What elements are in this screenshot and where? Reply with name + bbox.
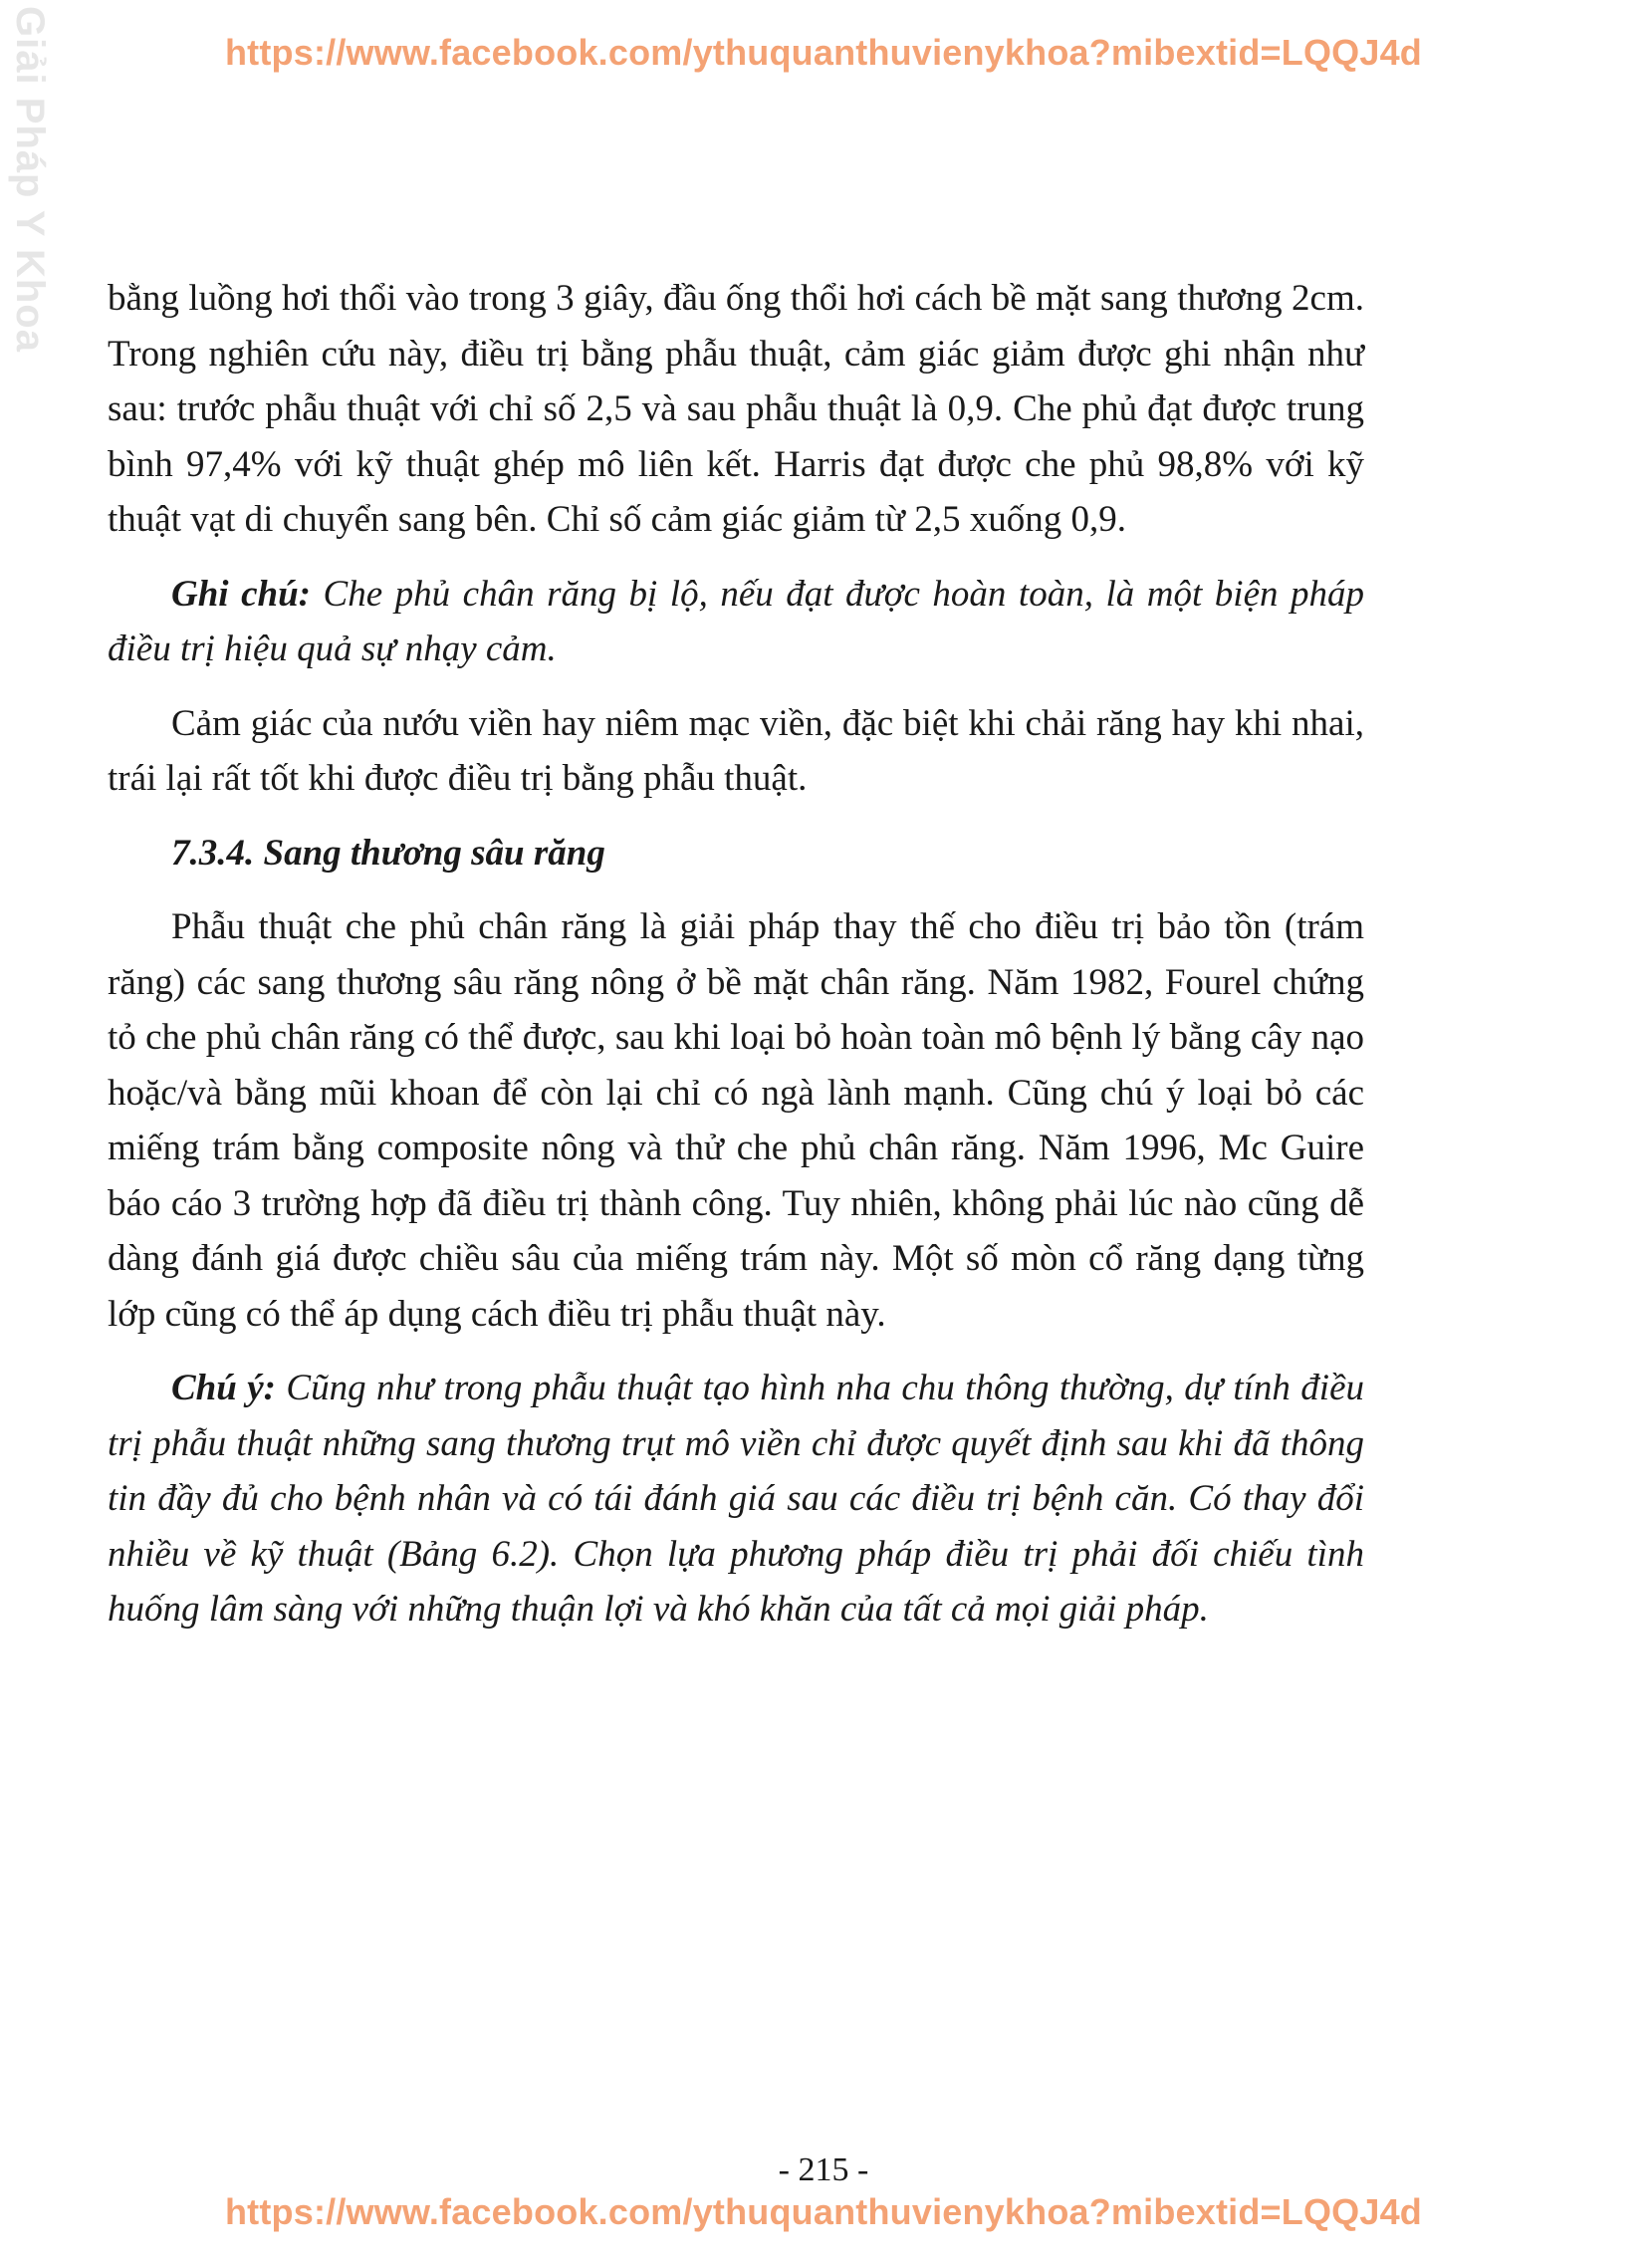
paragraph-sensation: Cảm giác của nướu viền hay niêm mạc viền, đặc biệt khi chải răng hay khi nhai, trái lại rất tốt khi được điều trị bằng phẫu thuật. [108,702,1364,799]
note-ghi-chu [108,567,1364,677]
paragraph-continued: bằng luồng hơi thổi vào trong 3 giây, đầu ống thổi hơi cách bề mặt sang thương 2cm. Trong nghiên cứu này, điều trị bằng phẫu thuật, cảm giác giảm được ghi nhận như sau: trước phẫu thuật với chỉ số 2,5 và sau phẫu thuật là 0,9. Che phủ đạt được trung bình 97,4% với kỹ thuật ghép mô liên kết. Harris đạt được che phủ 98,8% với kỹ thuật vạt di chuyển sang bên. Chỉ số cảm giác giảm từ 2,5 xuống 0,9. [108,278,1364,540]
footer-url-link[interactable]: https://www.facebook.com/ythuquanthuvienykhoa?mibextid=LQQJ4d [224,2191,1422,2232]
page-body [108,271,1364,1656]
note-chu-y [108,1361,1364,1638]
side-watermark: Giải Pháp Y Khoa [8,6,52,353]
section-heading: 7.3.4. Sang thương sâu răng [171,832,605,874]
note-text: Cũng như trong phẫu thuật tạo hình nha chu thông thường, dự tính điều trị phẫu thuật những sang thương trụt mô viền chỉ được quyết định sau khi đã thông tin đầy đủ cho bệnh nhân và có tái đánh giá sau các điều trị bệnh căn. Có thay đổi nhiều về kỹ thuật (Bảng 6.2). Chọn lựa phương pháp điều trị phải đối chiếu tình huống lâm sàng với những thuận lợi và khó khăn của tất cả mọi giải pháp. [108,1368,1364,1630]
note-label: Ghi chú: [171,573,311,615]
note-label: Chú ý: [171,1368,276,1408]
paragraph-root-caries: Phẫu thuật che phủ chân răng là giải pháp thay thế cho điều trị bảo tồn (trám răng) các sang thương sâu răng nông ở bề mặt chân răng. Năm 1982, Fourel chứng tỏ che phủ chân răng có thể được, sau khi loại bỏ hoàn toàn mô bệnh lý bằng cây nạo hoặc/và bằng mũi khoan để còn lại chỉ có ngà lành mạnh. Cũng chú ý loại bỏ các miếng trám bằng composite nông và thử che phủ chân răng. Năm 1996, Mc Guire báo cáo 3 trường hợp đã điều trị thành công. Tuy nhiên, không phải lúc nào cũng dễ dàng đánh giá được chiều sâu của miếng trám này. Một số mòn cổ răng dạng từng lớp cũng có thể áp dụng cách điều trị phẫu thuật này. [108,906,1364,1335]
note-text: Che phủ chân răng bị lộ, nếu đạt được hoàn toàn, là một biện pháp điều trị hiệu quả sự nhạy cảm. [108,573,1364,669]
header-url-link[interactable]: https://www.facebook.com/ythuquanthuvienykhoa?mibextid=LQQJ4d [224,32,1422,73]
page-number: - 215 - [778,2151,869,2188]
